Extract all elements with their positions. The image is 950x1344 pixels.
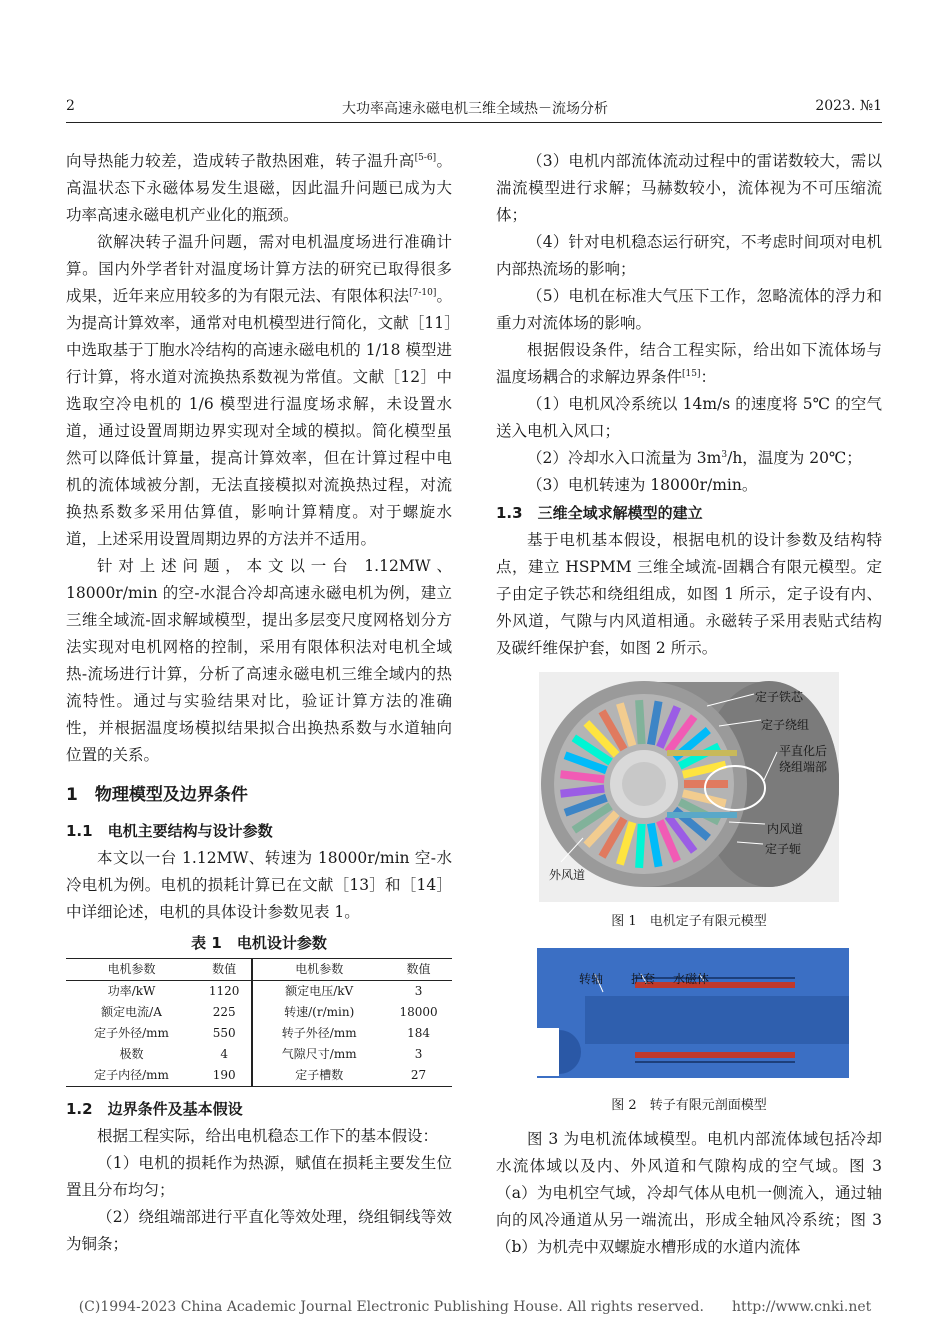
table-cell: 190	[197, 1065, 252, 1087]
boundary-condition-item: （2）冷却水入口流量为 $3m^3/h$，温度为 20℃；	[527, 449, 862, 467]
label-shaft: 转轴	[579, 972, 604, 986]
citation: [5-6]	[414, 153, 437, 163]
table-cell: 定子槽数	[295, 1068, 344, 1082]
figure-caption: 图 2 转子有限元剖面模型	[611, 1098, 767, 1113]
subsection-heading: 1.3 三维全域求解模型的建立	[496, 504, 703, 522]
citation: [7-10]	[409, 288, 437, 298]
table-cell: 18000	[399, 1005, 438, 1019]
citation: [15]	[682, 369, 701, 379]
subsection-heading: 1.2 边界条件及基本假设	[66, 1100, 243, 1118]
paragraph: 根据工程实际，给出电机稳态工作下的基本假设：	[97, 1127, 439, 1145]
table-cell: 转子外径/mm	[281, 1026, 357, 1040]
label-flattened: 平直化后	[779, 744, 828, 758]
paragraph: 根据假设条件，结合工程实际，给出如下流体场与温度场耦合的求解边界条件[15]：	[496, 341, 882, 386]
assumption-item: （2）绕组端部进行平直化等效处理，绕组铜线等效为铜条；	[66, 1208, 452, 1253]
paragraph: 欲解决转子温升问题，需对电机温度场进行准确计算。国内外学者针对温度场计算方法的研究已取得很多成果，近年来应用较多的为有限元法、有限体积法[7-10]。为提高计算效率，通常对电机模型进行简化，文献［11］中选取基于丁胞水冷结构的高速永磁电机的 1/18 模型进行计算，将水道对流换热系数视为常值。文献［12］中选取空冷电机的 1/6 模型进行温度场求解，未设置水道，通过设置周期边界实现对全域的模拟。简化模型虽然可以降低计算量，提高计算效率，但在计算过程中电机的流体域被分割，无法直接模拟对流换热过程，对流换热系数多采用估算值，影响计算精度。对于螺旋水道，上述采用设置周期边界的方法并不适用。	[66, 233, 452, 548]
table-cell: 4	[197, 1044, 252, 1065]
label-sleeve: 护套	[631, 972, 656, 986]
design-parameter-table	[66, 958, 452, 1087]
table-row	[66, 1023, 452, 1044]
table-header-cell: 电机参数	[107, 962, 156, 976]
table-cell: 定子外径/mm	[94, 1026, 169, 1040]
table-header-cell: 数值	[406, 962, 431, 976]
table-row	[66, 1002, 452, 1023]
table-cell: 转速/(r/min)	[284, 1005, 355, 1019]
section-heading: 1 物理模型及边界条件	[66, 785, 248, 805]
table-cell: 3	[414, 1047, 423, 1061]
table-cell: 184	[407, 1026, 430, 1040]
table-cell: 极数	[119, 1047, 144, 1061]
copyright-footer: (C)1994-2023 China Academic Journal Electronic Publishing House. All rights reserved. http://www.cnki.net	[78, 1299, 872, 1315]
table-row	[66, 1065, 452, 1087]
assumption-item: （5）电机在标准大气压下工作，忽略流体的浮力和重力对流体场的影响。	[496, 287, 882, 332]
table-cell: 定子内径/mm	[94, 1068, 169, 1082]
table-title: 表 1 电机设计参数	[191, 934, 327, 952]
figure-rotor-model	[529, 948, 849, 1078]
label-winding-end: 绕组端部	[779, 760, 828, 774]
right-column	[496, 148, 882, 1261]
table-cell: 225	[197, 1002, 252, 1023]
boundary-condition-item: （1）电机风冷系统以 14m/s 的速度将 5℃ 的空气送入电机入风口；	[496, 395, 882, 440]
table-header-cell: 数值	[197, 959, 252, 981]
table-cell: 额定电流/A	[101, 1005, 162, 1019]
table-cell: 3	[414, 984, 423, 998]
issue-number: 2023. №1	[815, 98, 882, 114]
table-row	[66, 981, 452, 1003]
paragraph: 基于电机基本假设，根据电机的设计参数及结构特点，建立 HSPMM 三维全域流-固耦合有限元模型。定子由定子铁芯和绕组组成，如图 1 所示，定子设有内、外风道，气隙与内风道相通。永磁转子采用表贴式结构及碳纤维保护套，如图 2 所示。	[496, 531, 882, 657]
table-cell: 27	[410, 1068, 427, 1082]
table-cell: 额定电压/kV	[285, 984, 354, 998]
figure-caption: 图 1 电机定子有限元模型	[611, 914, 767, 929]
table-cell: 功率/kW	[107, 984, 156, 998]
paragraph: 本文以一台 1.12MW、转速为 18000r/min 空-水冷电机为例。电机的损耗计算已在文献［13］和［14］中详细论述，电机的具体设计参数见表 1。	[66, 849, 452, 921]
label-magnet: 水磁体	[673, 972, 710, 986]
page-number: 2	[66, 98, 75, 114]
assumption-item: （4）针对电机稳态运行研究，不考虑时间项对电机内部热流场的影响；	[496, 233, 882, 278]
paragraph: 向导热能力较差，造成转子散热困难，转子温升高[5-6]。高温状态下永磁体易发生退磁，因此温升问题已成为大功率高速永磁电机产业化的瓶颈。	[66, 152, 452, 224]
table-cell: 气隙尺寸/mm	[281, 1047, 357, 1061]
label-outer-duct: 外风道	[549, 868, 586, 882]
header-rule	[66, 122, 882, 123]
paragraph: 图 3 为电机流体域模型。电机内部流体域包括冷却水流体域以及内、外风道和气隙构成的空气域。图 3（a）为电机空气域，冷却气体从电机一侧流入，通过轴向的风冷通道从另一端流出，形成全轴风冷系统；图 3（b）为机壳中双螺旋水槽形成的水道内流体	[496, 1130, 882, 1256]
label-inner-duct: 内风道	[767, 822, 804, 836]
boundary-condition-item: （3）电机转速为 18000r/min。	[527, 476, 758, 494]
table-header-row	[66, 959, 452, 981]
label-stator-core: 定子铁芯	[755, 690, 804, 704]
assumption-item: （3）电机内部流体流动过程中的雷诺数较大，需以湍流模型进行求解；马赫数较小，流体视为不可压缩流体；	[496, 152, 882, 224]
table-row	[66, 1044, 452, 1065]
table-cell: 1120	[197, 981, 252, 1003]
label-stator-yoke: 定子轭	[765, 842, 802, 856]
running-title: 大功率高速永磁电机三维全域热－流场分析	[342, 101, 608, 117]
paragraph: 针对上述问题，本文以一台 1.12MW、18000r/min 的空-水混合冷却高速永磁电机为例，建立三维全域流-固求解域模型，提出多层变尺度网格划分方法实现对电机网格的控制，采用有限体积法对电机全域热-流场进行计算，分析了高速永磁电机三维全域内的热流特性。通过与实验结果对比，验证计算方法的准确性，并根据温度场模拟结果拟合出换热系数与水道轴向位置的关系。	[66, 557, 452, 764]
table-header-cell: 电机参数	[295, 962, 344, 976]
subsection-heading: 1.1 电机主要结构与设计参数	[66, 822, 273, 840]
table-cell: 550	[197, 1023, 252, 1044]
label-stator-winding: 定子绕组	[761, 718, 810, 732]
figure-stator-model	[539, 672, 839, 902]
left-column	[66, 148, 452, 1258]
assumption-item: （1）电机的损耗作为热源，赋值在损耗主要发生位置且分布均匀；	[66, 1154, 452, 1199]
